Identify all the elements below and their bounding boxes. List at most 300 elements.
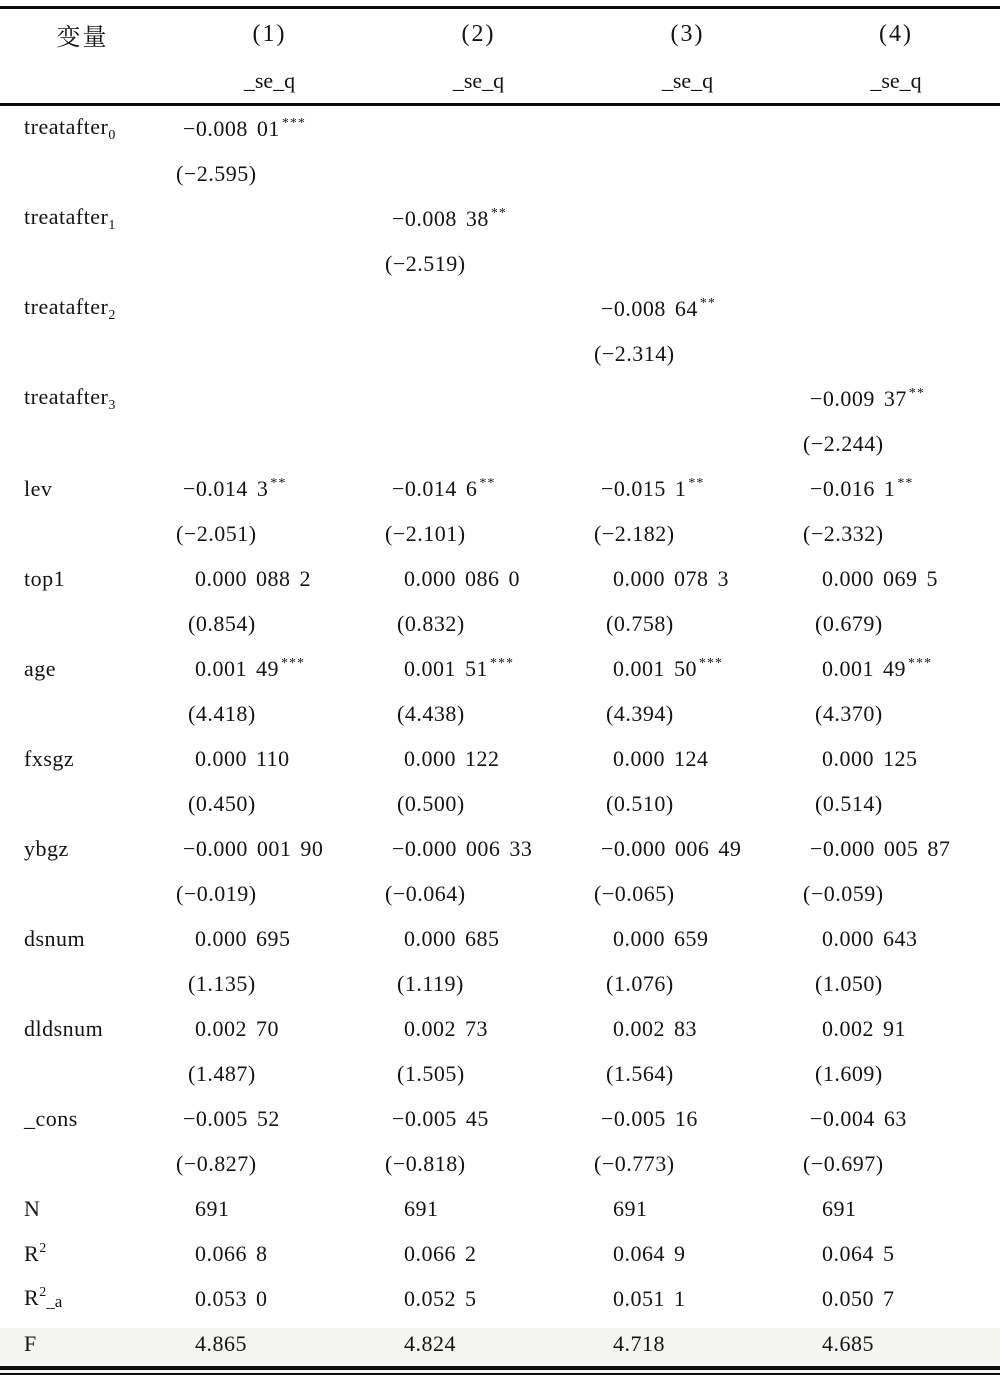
coef-value: 0.000 122 <box>404 745 500 771</box>
header-model-2: (2) <box>461 20 496 47</box>
t-stat-cell <box>583 421 792 466</box>
t-stat-cell <box>583 781 792 826</box>
t-stat-cell <box>583 151 792 196</box>
t-stat-value: (4.418) <box>188 700 256 726</box>
coef-value: −0.000 006 49 <box>601 835 742 861</box>
stat-suffix: _a <box>46 1292 63 1311</box>
coef-value: 0.000 110 <box>195 745 290 771</box>
t-stat-value: (0.758) <box>606 610 674 636</box>
t-row-dsnum <box>0 961 1000 1006</box>
t-stat-value: (1.050) <box>815 970 883 996</box>
coef-row-age <box>0 646 1000 691</box>
significance-stars: *** <box>490 655 514 671</box>
t-stat-cell <box>792 1141 1000 1186</box>
variable-label <box>0 736 165 781</box>
t-stat-cell <box>374 781 583 826</box>
variable-base: dldsnum <box>24 1015 104 1041</box>
coef-cell <box>374 556 583 601</box>
significance-stars: ** <box>490 205 507 221</box>
t-stat-value: (−2.101) <box>385 520 466 546</box>
regression-table <box>0 6 1000 1370</box>
t-stat-cell <box>374 1141 583 1186</box>
stat-value: 691 <box>404 1195 439 1221</box>
stat-value-cell <box>374 1231 583 1276</box>
coef-cell <box>374 376 583 421</box>
t-stat-value: (0.500) <box>397 790 465 816</box>
significance-stars: ** <box>688 475 705 491</box>
stat-base: N <box>24 1195 41 1221</box>
coef-cell <box>374 105 583 152</box>
t-stat-cell <box>583 961 792 1006</box>
stat-label <box>0 1186 165 1231</box>
coef-cell <box>583 286 792 331</box>
t-stat-cell <box>374 1051 583 1096</box>
t-stat-value: (−2.244) <box>803 430 884 456</box>
header-row-models <box>0 8 1000 60</box>
coef-row-dldsnum <box>0 1006 1000 1051</box>
t-stat-value: (−0.818) <box>385 1150 466 1176</box>
t-row-treatafter3 <box>0 421 1000 466</box>
t-stat-cell <box>792 781 1000 826</box>
stat-value: 4.824 <box>404 1330 456 1356</box>
coef-cell <box>583 916 792 961</box>
variable-subscript: 2 <box>108 307 116 323</box>
variable-base: dsnum <box>24 925 86 951</box>
t-stat-value: (1.076) <box>606 970 674 996</box>
t-stat-value: (−0.697) <box>803 1150 884 1176</box>
t-stat-cell <box>374 601 583 646</box>
coef-cell <box>792 646 1000 691</box>
variable-base: ybgz <box>24 835 69 861</box>
variable-base: treatafter <box>24 293 109 319</box>
variable-label <box>0 1006 165 1051</box>
header-model-3: (3) <box>670 20 705 47</box>
header-empty-cell <box>0 59 165 105</box>
coef-row-_cons <box>0 1096 1000 1141</box>
significance-stars: ** <box>908 385 925 401</box>
coef-cell <box>583 736 792 781</box>
t-row-treatafter2 <box>0 331 1000 376</box>
t-stat-cell <box>583 241 792 286</box>
coef-row-treatafter1 <box>0 196 1000 241</box>
stat-row-N <box>0 1186 1000 1231</box>
t-stat-cell <box>165 781 374 826</box>
coef-cell <box>165 196 374 241</box>
t-stat-cell <box>792 691 1000 736</box>
stat-value: 4.718 <box>613 1330 665 1356</box>
stat-base: R <box>24 1285 40 1310</box>
stat-value-cell <box>792 1186 1000 1231</box>
t-stat-cell <box>165 961 374 1006</box>
significance-stars: *** <box>699 655 723 671</box>
variable-base: treatafter <box>24 383 109 409</box>
coef-value: 0.000 125 <box>822 745 918 771</box>
t-stat-cell <box>792 961 1000 1006</box>
coef-cell <box>374 916 583 961</box>
coef-cell <box>792 466 1000 511</box>
coef-value: −0.015 1 <box>601 475 687 501</box>
coef-cell <box>374 286 583 331</box>
significance-stars: ** <box>699 295 716 311</box>
coef-cell <box>374 736 583 781</box>
t-stat-value: (1.505) <box>397 1060 465 1086</box>
empty-label-cell <box>0 421 165 466</box>
coef-value: 0.001 49 <box>195 655 279 681</box>
significance-stars: *** <box>908 655 932 671</box>
header-depvar-2: _se_q <box>452 68 505 93</box>
coef-cell <box>792 105 1000 152</box>
stat-value: 0.053 0 <box>195 1285 268 1311</box>
empty-label-cell <box>0 1141 165 1186</box>
coef-row-ybgz <box>0 826 1000 871</box>
t-row-dldsnum <box>0 1051 1000 1096</box>
coef-cell <box>165 916 374 961</box>
header-depvar-3: _se_q <box>661 68 714 93</box>
t-row-ybgz <box>0 871 1000 916</box>
t-stat-cell <box>583 691 792 736</box>
coef-cell <box>792 1096 1000 1141</box>
coef-cell <box>165 826 374 871</box>
t-stat-value: (−2.595) <box>176 160 257 186</box>
t-stat-cell <box>792 511 1000 556</box>
stat-value: 691 <box>195 1195 230 1221</box>
variable-base: _cons <box>24 1105 78 1131</box>
t-stat-value: (4.394) <box>606 700 674 726</box>
variable-label <box>0 286 165 331</box>
t-stat-cell <box>792 871 1000 916</box>
t-stat-cell <box>165 241 374 286</box>
t-row-_cons <box>0 1141 1000 1186</box>
significance-stars: ** <box>479 475 496 491</box>
stat-value-cell <box>374 1321 583 1368</box>
t-stat-value: (1.609) <box>815 1060 883 1086</box>
empty-label-cell <box>0 781 165 826</box>
t-stat-cell <box>583 871 792 916</box>
t-stat-value: (0.832) <box>397 610 465 636</box>
t-stat-cell <box>165 1051 374 1096</box>
stat-value-cell <box>165 1186 374 1231</box>
header-depvar-4: _se_q <box>870 68 922 93</box>
coef-value: 0.001 51 <box>404 655 488 681</box>
stat-value: 0.050 7 <box>822 1285 895 1311</box>
coef-cell <box>374 1096 583 1141</box>
stat-value: 691 <box>822 1195 857 1221</box>
t-stat-cell <box>583 1141 792 1186</box>
coef-value: −0.009 37 <box>810 385 907 411</box>
coef-cell <box>583 646 792 691</box>
coef-cell <box>374 1006 583 1051</box>
coef-cell <box>792 916 1000 961</box>
coef-cell <box>165 736 374 781</box>
coef-value: −0.004 63 <box>810 1105 907 1131</box>
coef-cell <box>792 736 1000 781</box>
coef-cell <box>792 556 1000 601</box>
coef-row-dsnum <box>0 916 1000 961</box>
stat-value-cell <box>583 1231 792 1276</box>
variable-base: treatafter <box>24 113 109 139</box>
t-stat-value: (1.564) <box>606 1060 674 1086</box>
t-stat-value: (−2.519) <box>385 250 466 276</box>
stat-row-R_a <box>0 1276 1000 1321</box>
stat-value-cell <box>792 1276 1000 1321</box>
stat-value-cell <box>165 1321 374 1368</box>
coef-cell <box>583 556 792 601</box>
table-body <box>0 105 1000 1369</box>
stat-value-cell <box>583 1321 792 1368</box>
variable-label <box>0 646 165 691</box>
t-stat-value: (−0.065) <box>594 880 675 906</box>
coef-cell <box>374 646 583 691</box>
header-depvar-1: _se_q <box>243 68 296 93</box>
coef-cell <box>165 1006 374 1051</box>
t-stat-value: (−0.064) <box>385 880 466 906</box>
coef-value: −0.014 6 <box>392 475 478 501</box>
variable-base: lev <box>24 475 53 501</box>
coef-value: 0.000 086 0 <box>404 565 520 591</box>
variable-base: top1 <box>24 565 66 591</box>
t-stat-value: (−2.051) <box>176 520 257 546</box>
t-stat-value: (1.119) <box>397 970 464 996</box>
coef-value: 0.000 643 <box>822 925 918 951</box>
variable-subscript: 3 <box>108 397 116 413</box>
stat-superscript: 2 <box>39 1240 47 1256</box>
t-stat-value: (0.450) <box>188 790 256 816</box>
stat-value: 0.066 2 <box>404 1240 477 1266</box>
variable-label <box>0 916 165 961</box>
variable-label <box>0 826 165 871</box>
stat-value-cell <box>165 1276 374 1321</box>
coef-value: 0.000 078 3 <box>613 565 729 591</box>
coef-row-treatafter3 <box>0 376 1000 421</box>
t-stat-value: (1.135) <box>188 970 256 996</box>
stat-value-cell <box>583 1186 792 1231</box>
coef-value: −0.008 38 <box>392 205 489 231</box>
empty-label-cell <box>0 511 165 556</box>
t-row-age <box>0 691 1000 736</box>
coef-cell <box>165 466 374 511</box>
t-stat-cell <box>792 1051 1000 1096</box>
coef-cell <box>165 646 374 691</box>
significance-stars: ** <box>897 475 914 491</box>
stat-value-cell <box>374 1186 583 1231</box>
coef-value: 0.000 069 5 <box>822 565 938 591</box>
significance-stars: *** <box>281 655 305 671</box>
coef-row-top1 <box>0 556 1000 601</box>
t-stat-cell <box>165 151 374 196</box>
stat-value: 4.865 <box>195 1330 247 1356</box>
variable-label <box>0 196 165 241</box>
t-stat-value: (4.370) <box>815 700 883 726</box>
t-stat-value: (−0.773) <box>594 1150 675 1176</box>
empty-label-cell <box>0 1051 165 1096</box>
coef-value: 0.001 49 <box>822 655 906 681</box>
t-stat-value: (0.854) <box>188 610 256 636</box>
coef-cell <box>583 1096 792 1141</box>
coef-cell <box>374 196 583 241</box>
stat-value-cell <box>583 1276 792 1321</box>
t-stat-cell <box>374 151 583 196</box>
t-stat-value: (4.438) <box>397 700 465 726</box>
stat-value: 0.064 9 <box>613 1240 686 1266</box>
variable-label <box>0 556 165 601</box>
coef-value: 0.000 695 <box>195 925 291 951</box>
stat-row-F <box>0 1321 1000 1368</box>
variable-base: age <box>24 655 57 681</box>
coef-cell <box>374 826 583 871</box>
stat-value: 691 <box>613 1195 648 1221</box>
coef-cell <box>583 376 792 421</box>
significance-stars: ** <box>270 475 287 491</box>
coef-cell <box>792 1006 1000 1051</box>
t-stat-cell <box>165 1141 374 1186</box>
stat-value-cell <box>165 1231 374 1276</box>
t-row-treatafter1 <box>0 241 1000 286</box>
header-variable-label: 变量 <box>56 24 109 51</box>
coef-cell <box>792 196 1000 241</box>
stat-base: R <box>24 1240 40 1266</box>
t-stat-value: (−2.314) <box>594 340 675 366</box>
coef-value: −0.000 006 33 <box>392 835 533 861</box>
variable-subscript: 1 <box>108 217 116 233</box>
t-stat-cell <box>374 511 583 556</box>
coef-cell <box>165 556 374 601</box>
t-stat-cell <box>165 691 374 736</box>
coef-value: 0.000 685 <box>404 925 500 951</box>
coef-value: −0.016 1 <box>810 475 896 501</box>
coef-value: −0.008 01 <box>183 115 280 141</box>
t-stat-cell <box>792 331 1000 376</box>
coef-value: −0.005 45 <box>392 1105 489 1131</box>
coef-row-treatafter2 <box>0 286 1000 331</box>
coef-cell <box>165 376 374 421</box>
stat-label <box>0 1276 165 1321</box>
stat-value-cell <box>792 1321 1000 1368</box>
t-stat-cell <box>374 421 583 466</box>
coef-value: 0.000 088 2 <box>195 565 311 591</box>
coef-cell <box>374 466 583 511</box>
variable-subscript: 0 <box>108 127 116 143</box>
t-stat-value: (0.679) <box>815 610 883 636</box>
t-stat-cell <box>374 691 583 736</box>
variable-label <box>0 1096 165 1141</box>
coef-cell <box>165 105 374 152</box>
variable-base: treatafter <box>24 203 109 229</box>
variable-label <box>0 466 165 511</box>
coef-row-lev <box>0 466 1000 511</box>
empty-label-cell <box>0 601 165 646</box>
variable-base: fxsgz <box>24 745 75 771</box>
stat-value: 0.064 5 <box>822 1240 895 1266</box>
empty-label-cell <box>0 961 165 1006</box>
variable-label <box>0 105 165 152</box>
t-stat-value: (−0.827) <box>176 1150 257 1176</box>
coef-value: 0.002 91 <box>822 1015 906 1041</box>
coef-cell <box>583 826 792 871</box>
t-stat-value: (1.487) <box>188 1060 256 1086</box>
t-stat-cell <box>792 151 1000 196</box>
stat-value: 4.685 <box>822 1330 874 1356</box>
t-stat-value: (0.510) <box>606 790 674 816</box>
stat-value-cell <box>374 1276 583 1321</box>
t-stat-cell <box>583 331 792 376</box>
t-stat-cell <box>374 871 583 916</box>
header-model-1: (1) <box>252 20 287 47</box>
table-header <box>0 8 1000 105</box>
coef-cell <box>792 286 1000 331</box>
t-stat-cell <box>792 241 1000 286</box>
coef-value: 0.001 50 <box>613 655 697 681</box>
coef-cell <box>583 105 792 152</box>
empty-label-cell <box>0 331 165 376</box>
coef-value: 0.000 659 <box>613 925 709 951</box>
empty-label-cell <box>0 241 165 286</box>
t-stat-cell <box>165 871 374 916</box>
stat-superscript: 2 <box>39 1285 47 1300</box>
t-row-lev <box>0 511 1000 556</box>
t-stat-cell <box>792 601 1000 646</box>
coef-cell <box>165 1096 374 1141</box>
stat-value-cell <box>792 1231 1000 1276</box>
stat-base: F <box>24 1330 37 1356</box>
t-stat-value: (−2.332) <box>803 520 884 546</box>
coef-cell <box>792 376 1000 421</box>
coef-value: −0.008 64 <box>601 295 698 321</box>
t-stat-cell <box>583 601 792 646</box>
empty-label-cell <box>0 871 165 916</box>
empty-label-cell <box>0 151 165 196</box>
coef-value: 0.002 70 <box>195 1015 279 1041</box>
variable-label <box>0 376 165 421</box>
t-stat-cell <box>165 421 374 466</box>
coef-cell <box>792 826 1000 871</box>
coef-value: −0.005 52 <box>183 1105 280 1131</box>
t-stat-cell <box>165 511 374 556</box>
stat-row-R <box>0 1231 1000 1276</box>
empty-label-cell <box>0 691 165 736</box>
t-stat-cell <box>792 421 1000 466</box>
coef-value: 0.002 83 <box>613 1015 697 1041</box>
stat-label <box>0 1321 165 1368</box>
t-stat-cell <box>583 511 792 556</box>
header-row-depvar <box>0 59 1000 105</box>
t-row-treatafter0 <box>0 151 1000 196</box>
header-model-4: (4) <box>879 20 913 47</box>
coef-value: −0.000 005 87 <box>810 835 951 861</box>
t-stat-cell <box>165 601 374 646</box>
stat-value: 0.052 5 <box>404 1285 477 1311</box>
coef-value: 0.002 73 <box>404 1015 488 1041</box>
coef-row-treatafter0 <box>0 105 1000 152</box>
stat-value: 0.066 8 <box>195 1240 268 1266</box>
coef-value: −0.014 3 <box>183 475 269 501</box>
stat-label <box>0 1231 165 1276</box>
coef-value: −0.005 16 <box>601 1105 698 1131</box>
coef-cell <box>165 286 374 331</box>
t-row-top1 <box>0 601 1000 646</box>
t-row-fxsgz <box>0 781 1000 826</box>
coef-value: 0.000 124 <box>613 745 709 771</box>
coef-cell <box>583 1006 792 1051</box>
t-stat-cell <box>374 331 583 376</box>
t-stat-cell <box>165 331 374 376</box>
t-stat-cell <box>583 1051 792 1096</box>
t-stat-value: (−0.059) <box>803 880 884 906</box>
t-stat-cell <box>374 961 583 1006</box>
coef-value: −0.000 001 90 <box>183 835 324 861</box>
coef-cell <box>583 466 792 511</box>
t-stat-value: (−2.182) <box>594 520 675 546</box>
coef-row-fxsgz <box>0 736 1000 781</box>
